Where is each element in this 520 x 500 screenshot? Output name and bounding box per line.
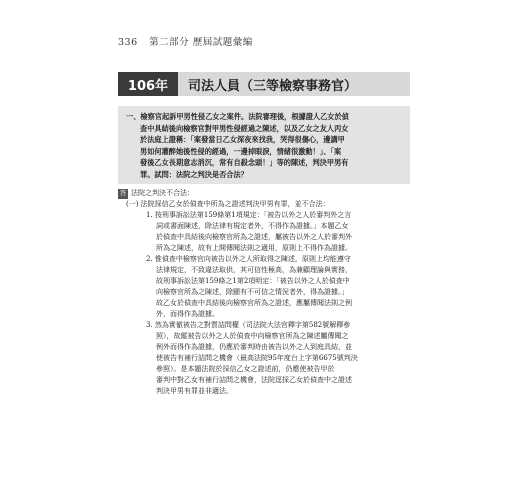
answer-line: 1. 按刑事訴訟法第159條第1項規定：「被告以外之人於審判外之言: [146, 211, 352, 219]
answer-line: 所為之陳述，故有上開傳聞法則之適用，原則上不得作為證據。: [156, 244, 352, 252]
running-header: [118, 34, 253, 48]
answer-line: 例外而得作為證據，仍應於審判時由被告以外之人到庭具結，並: [156, 343, 352, 351]
answer-line: 故乙女於偵查中具結後向檢察官所為之證述，應屬傳聞法則之例: [156, 299, 352, 307]
question-line: 發後乙女長期意志消沉，常有自殺念頭！」等的陳述，判決甲男有: [140, 158, 349, 167]
answer-line: 審判中對乙女有補行詰問之機會，法院逕採乙女於偵查中之證述: [156, 376, 352, 384]
answer-line: 詞或書面陳述，除法律有規定者外，不得作為證據。」本題乙女: [156, 222, 349, 230]
question-box: [118, 106, 410, 184]
answer-line: 照），故縱被告以外之人於偵查中向檢察官所為之陳述屬傳聞之: [156, 332, 349, 340]
page-number: 336: [118, 37, 138, 48]
answer-line: 判決甲男有罪並非適法。: [156, 387, 233, 395]
exam-title-bar: [118, 72, 410, 96]
answer-line: 法律規定，不致違法取供，其可信性極高，為兼顧理論與實務，: [156, 266, 352, 274]
answer-line: 使被告有補行詰問之機會（最高法院95年度台上字第6675號判決: [156, 354, 358, 362]
question-line: 罪。試問：法院之判決是否合法？: [140, 169, 248, 179]
answer-section: [118, 188, 418, 397]
answer-heading: [118, 188, 418, 199]
answer-body: [118, 199, 418, 397]
answer-line: 向檢察官所為之陳述，除顯有不可信之情況者外，得為證據。」: [156, 288, 349, 296]
year-badge: 106年: [118, 72, 178, 96]
question-line: 查中具結後向檢察官對甲男性侵經過之陳述，以及乙女之友人丙女: [140, 123, 349, 133]
answer-line: 參照）。是本題法院於採信乙女之證述前，仍應使被告甲於: [156, 365, 335, 373]
question-line: 一、檢察官起訴甲男性侵乙女之案件。法院審理後，根據證人乙女於偵: [126, 112, 349, 121]
question-line: 於法庭上證稱：「案發當日乙女深夜來找我，哭得很傷心，邊講甲: [140, 135, 345, 144]
answer-badge: 答: [119, 189, 127, 197]
section-title: 第二部分 歷屆試題彙編: [149, 37, 253, 48]
answer-line: 2. 惟偵查中檢察官向被告以外之人所取得之陳述，原則上均能遵守: [146, 255, 351, 263]
answer-line: 故刑事訴訟法第159條之1第2項明定：「被告以外之人於偵查中: [156, 277, 350, 285]
exam-title: 司法人員（三等檢察事務官）: [188, 78, 358, 94]
answer-intro: 法院之判決不合法：: [131, 189, 194, 197]
answer-line: 3. 然為實徹被告之對質詰問權（司法院大法官釋字第582號解釋參: [146, 321, 351, 329]
question-line: 男如何灌醉她後性侵的經過，一邊掉眼淚，情緒很激動！」、「案: [140, 146, 342, 156]
answer-line: (一) 法院採信乙女於偵查中所為之證述判決甲男有罪，並不合法：: [126, 200, 330, 208]
answer-line: 於偵查中具結後向檢察官所為之證述，屬被告以外之人於審判外: [156, 233, 352, 241]
answer-line: 外，而得作為證據。: [156, 310, 219, 318]
